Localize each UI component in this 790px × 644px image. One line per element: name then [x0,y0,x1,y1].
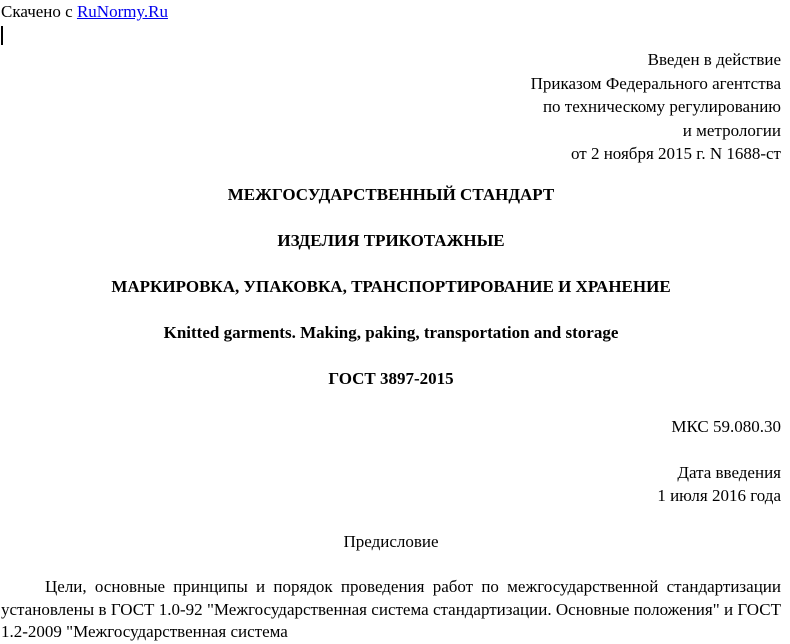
document-subtitle: МАРКИРОВКА, УПАКОВКА, ТРАНСПОРТИРОВАНИЕ И ХРАНЕНИЕ [111,277,671,296]
text-cursor [1,26,3,45]
source-prefix: Скачено с [1,2,77,21]
standard-type-heading: МЕЖГОСУДАРСТВЕННЫЙ СТАНДАРТ [227,185,555,204]
preface-heading: Предисловие [343,532,439,551]
introduction-date-label: Дата введения [677,463,781,482]
source-link[interactable]: RuNormy.Ru [76,2,168,21]
enactment-block [531,48,781,166]
enactment-line: и метрологии [682,120,781,140]
document-title: ИЗДЕЛИЯ ТРИКОТАЖНЫЕ [277,231,505,250]
source-line [1,2,168,22]
enactment-line: по техническому регулированию [542,97,781,116]
enactment-line: Приказом Федерального агентства [530,73,781,93]
mks-code: МКС 59.080.30 [671,417,781,436]
enactment-line: Введен в действие [647,50,781,69]
enactment-line: от 2 ноября 2015 г. N 1688-ст [571,144,781,163]
preface-paragraph: Цели, основные принципы и порядок проведения работ по межгосударственной стандартизации установлены в ГОСТ 1.0-92 "Межгосударственная система стандартизации. Основные положения" и ГОСТ 1.2-2009 "Межгосударственная система [1,577,781,641]
document-title-english: Knitted garments. Making, paking, transportation and storage [163,323,619,342]
standard-designation: ГОСТ 3897-2015 [328,369,454,388]
introduction-date: 1 июля 2016 года [657,486,781,505]
